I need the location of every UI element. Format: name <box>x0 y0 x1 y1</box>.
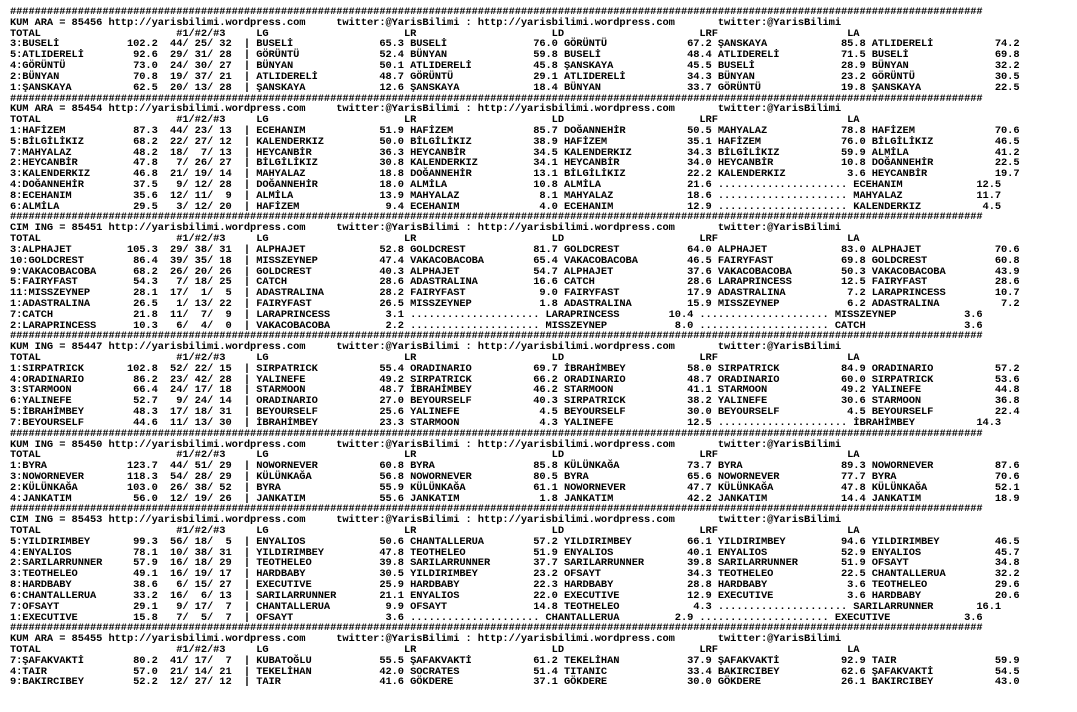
data-row: 4:ENYALIOS 78.1 10/ 38/ 31 | YILDIRIMBEY 47.8 TEOTHELEO 51.9 ENYALIOS 40.1 ENYALIOS 52.9 ENYALIOS 45.7 <box>10 546 1020 559</box>
data-row: 3:BUSELİ 102.2 44/ 25/ 32 | BUSELİ 65.3 BUSELİ 76.0 GÖRÜNTÜ 67.2 ŞANSKAYA 85.8 ATLIDERELİ 74.2 <box>10 38 1020 51</box>
separator-line: ############################################################################################################################################################## <box>10 6 983 18</box>
data-row: 1:SIRPATRICK 102.8 52/ 22/ 15 | SIRPATRICK 55.4 ORADINARIO 69.7 İBRAHİMBEY 58.0 SIRPATRICK 84.9 ORADINARIO 57.2 <box>10 362 1020 375</box>
data-row: 7:ŞAFAKVAKTİ 80.2 41/ 17/ 7 | KUBATOĞLU 55.5 ŞAFAKVAKTİ 61.2 TEKELİHAN 37.9 ŞAFAKVAKTİ 92.9 TAIR 59.9 <box>10 654 1020 667</box>
data-row: 1:ŞANSKAYA 62.5 20/ 13/ 28 | ŞANSKAYA 12.6 ŞANSKAYA 18.4 BÜNYAN 33.7 GÖRÜNTÜ 19.8 ŞANSKAYA 22.5 <box>10 81 1020 94</box>
separator-line: ############################################################################################################################################################## <box>10 503 983 516</box>
data-row: 9:BAKIRCIBEY 52.2 12/ 27/ 12 | TAIR 41.6 GÖKDERE 37.1 GÖKDERE 30.0 GÖKDERE 26.1 BAKIRCIBEY 43.0 <box>10 676 1020 689</box>
separator-line: ############################################################################################################################################################## <box>10 92 983 105</box>
column-header: TOTAL #1/#2/#3 LG LR LD LRF LA <box>10 233 860 246</box>
race-header: CIM ING = 85453 http://yarisbilimi.wordpress.com twitter:@YarisBilimi : http://yarisbilimi.wordpress.com twitter:@YarisBilimi <box>10 514 841 527</box>
data-row: 3:STARMOON 66.4 24/ 17/ 18 | STARMOON 48.7 İBRAHİMBEY 46.2 STARMOON 41.1 STARMOON 49.2 YALINEFE 44.8 <box>10 384 1020 397</box>
data-row: 7:BEYOURSELF 44.6 11/ 13/ 30 | İBRAHİMBEY 23.3 STARMOON 4.3 YALINEFE 12.5 ..................... İBRAHİMBEY 14.3 <box>10 416 1002 429</box>
data-row: 11:MISSZEYNEP 28.1 17/ 1/ 5 | ADASTRALINA 28.2 FAIRYFAST 9.0 FAIRYFAST 17.9 ADASTRALINA 7.2 LARAPRINCESS 10.7 <box>10 287 1020 300</box>
column-header: TOTAL #1/#2/#3 LG LR LD LRF LA <box>10 643 860 656</box>
data-row: 8:ECEHANIM 35.6 12/ 11/ 9 | ALMİLA 13.9 MAHYALAZ 8.1 MAHYALAZ 18.6 ..................... MAHYALAZ 11.7 <box>10 189 1002 202</box>
data-row: 7:CATCH 21.8 11/ 7/ 9 | LARAPRINCESS 3.1 ..................... LARAPRINCESS 10.4 ..................... MISSZEYNEP 3.6 <box>10 308 983 321</box>
separator-line: ############################################################################################################################################################## <box>10 622 983 635</box>
data-row: 5:BİLGİLİKIZ 68.2 22/ 27/ 12 | KALENDERKIZ 50.0 BİLGİLİKIZ 38.9 HAFİZEM 35.1 HAFİZEM 76.0 BİLGİLİKIZ 46.5 <box>10 135 1020 148</box>
column-header: TOTAL #1/#2/#3 LG LR LD LRF LA <box>10 352 860 364</box>
data-row: 5:YILDIRIMBEY 99.3 56/ 18/ 5 | ENYALIOS 50.6 CHANTALLERUA 57.2 YILDIRIMBEY 66.1 YILDIRIMBEY 94.6 YILDIRIMBEY 46.5 <box>10 535 1020 548</box>
data-row: 3:ALPHAJET 105.3 29/ 38/ 31 | ALPHAJET 52.8 GOLDCREST 81.7 GOLDCREST 64.0 ALPHAJET 83.0 ALPHAJET 70.6 <box>10 243 1020 256</box>
column-header: TOTAL #1/#2/#3 LG LR LD LRF LA <box>10 114 860 127</box>
data-row: 7:OFSAYT 29.1 9/ 17/ 7 | CHANTALLERUA 9.9 OFSAYT 14.8 TEOTHELEO 4.3 ..................... SARILARRUNNER 16.1 <box>10 600 1002 613</box>
data-row: 6:CHANTALLERUA 33.2 16/ 6/ 13 | SARILARRUNNER 21.1 ENYALIOS 22.0 EXECUTIVE 12.9 EXECUTIVE 3.6 HARDBABY 20.6 <box>10 589 1020 602</box>
race-header: KUM ING = 85447 http://yarisbilimi.wordpress.com twitter:@YarisBilimi : http://yarisbilimi.wordpress.com twitter:@YarisBilimi <box>10 341 841 354</box>
data-row: 1:BYRA 123.7 44/ 51/ 29 | NOWORNEVER 60.8 BYRA 85.8 KÜLÜNKAĞA 73.7 BYRA 89.3 NOWORNEVER 87.6 <box>10 460 1020 473</box>
race-statistics-document <box>10 7 1020 688</box>
data-row: 2:SARILARRUNNER 57.9 16/ 18/ 29 | TEOTHELEO 39.8 SARILARRUNNER 37.7 SARILARRUNNER 39.8 SARILARRUNNER 51.9 OFSAYT 34.8 <box>10 557 1020 570</box>
data-row: 10:GOLDCREST 86.4 39/ 35/ 18 | MISSZEYNEP 47.4 VAKACOBACOBA 65.4 VAKACOBACOBA 46.5 FAIRYFAST 69.8 GOLDCREST 60.8 <box>10 254 1020 267</box>
race-header: KUM ARA = 85455 http://yarisbilimi.wordpress.com twitter:@YarisBilimi : http://yarisbilimi.wordpress.com twitter:@YarisBilimi <box>10 633 841 646</box>
data-row: 4:GÖRÜNTÜ 73.0 24/ 30/ 27 | BÜNYAN 50.1 ATLIDERELİ 45.8 ŞANSKAYA 45.5 BUSELİ 28.9 BÜNYAN 32.2 <box>10 60 1020 73</box>
column-header: TOTAL #1/#2/#3 LG LR LD LRF LA <box>10 525 860 537</box>
data-row: 8:HARDBABY 38.6 6/ 15/ 27 | EXECUTIVE 25.9 HARDBABY 22.3 HARDBABY 28.8 HARDBABY 3.6 TEOTHELEO 29.6 <box>10 579 1020 592</box>
data-row: 2:HEYCANBİR 47.8 7/ 26/ 27 | BİLGİLİKIZ 30.8 KALENDERKIZ 34.1 HEYCANBİR 34.0 HEYCANBİR 10.8 DOĞANNEHİR 22.5 <box>10 157 1020 170</box>
data-row: 3:KALENDERKIZ 46.8 21/ 19/ 14 | MAHYALAZ 18.8 DOĞANNEHİR 13.1 BİLGİLİKIZ 22.2 KALENDERKIZ 3.6 HEYCANBİR 19.7 <box>10 168 1020 181</box>
data-row: 2:KÜLÜNKAĞA 103.0 26/ 38/ 52 | BYRA 55.9 KÜLÜNKAĞA 61.1 NOWORNEVER 47.7 KÜLÜNKAĞA 47.8 KÜLÜNKAĞA 52.1 <box>10 481 1020 494</box>
data-row: 9:VAKACOBACOBA 68.2 26/ 20/ 26 | GOLDCREST 40.3 ALPHAJET 54.7 ALPHAJET 37.6 VAKACOBACOBA 50.3 VAKACOBACOBA 43.9 <box>10 265 1020 278</box>
data-row: 5:ATLIDERELİ 92.6 29/ 31/ 28 | GÖRÜNTÜ 52.4 BÜNYAN 59.8 BUSELİ 48.4 ATLIDERELİ 71.5 BUSELİ 69.8 <box>10 49 1020 62</box>
data-row: 3:NOWORNEVER 118.3 54/ 28/ 29 | KÜLÜNKAĞA 56.8 NOWORNEVER 80.5 BYRA 65.6 NOWORNEVER 77.7 BYRA 70.6 <box>10 470 1020 483</box>
data-row: 5:İBRAHİMBEY 48.3 17/ 18/ 31 | BEYOURSELF 25.6 YALINEFE 4.5 BEYOURSELF 30.0 BEYOURSELF 4.5 BEYOURSELF 22.4 <box>10 406 1020 419</box>
data-row: 2:BÜNYAN 70.8 19/ 37/ 21 | ATLIDERELİ 48.7 GÖRÜNTÜ 29.1 ATLIDERELİ 34.3 BÜNYAN 23.2 GÖRÜNTÜ 30.5 <box>10 70 1020 83</box>
data-row: 4:ORADINARIO 86.2 23/ 42/ 28 | YALINEFE 49.2 SIRPATRICK 66.2 ORADINARIO 48.7 ORADINARIO 60.0 SIRPATRICK 53.6 <box>10 373 1020 386</box>
data-row: 2:LARAPRINCESS 10.3 6/ 4/ 0 | VAKACOBACOBA 2.2 ..................... MISSZEYNEP 8.0 ..................... CATCH 3.6 <box>10 319 983 332</box>
data-row: 4:TAIR 57.0 21/ 14/ 21 | TEKELİHAN 42.0 SOCRATES 51.4 TITANIC 33.4 BAKIRCIBEY 62.6 ŞAFAKVAKTİ 54.5 <box>10 665 1020 678</box>
separator-line: ############################################################################################################################################################## <box>10 330 983 343</box>
separator-line: ############################################################################################################################################################## <box>10 427 983 440</box>
column-header: TOTAL #1/#2/#3 LG LR LD LRF LA <box>10 449 860 462</box>
race-header: KUM ARA = 85454 http://yarisbilimi.wordpress.com twitter:@YarisBilimi : http://yarisbilimi.wordpress.com twitter:@YarisBilimi <box>10 103 841 116</box>
data-row: 6:YALINEFE 52.7 9/ 24/ 14 | ORADINARIO 27.0 BEYOURSELF 40.3 SIRPATRICK 38.2 YALINEFE 30.6 STARMOON 36.8 <box>10 395 1020 408</box>
data-row: 7:MAHYALAZ 48.2 18/ 7/ 13 | HEYCANBİR 36.3 HEYCANBİR 34.5 KALENDERKIZ 34.3 BİLGİLİKIZ 59.9 ALMİLA 41.2 <box>10 146 1020 159</box>
race-header: KUM ING = 85450 http://yarisbilimi.wordpress.com twitter:@YarisBilimi : http://yarisbilimi.wordpress.com twitter:@YarisBilimi <box>10 438 841 451</box>
data-row: 4:DOĞANNEHİR 37.5 9/ 12/ 28 | DOĞANNEHİR 18.0 ALMİLA 10.8 ALMİLA 21.6 ..................... ECEHANIM 12.5 <box>10 179 1002 191</box>
data-row: 1:ADASTRALINA 26.5 1/ 13/ 22 | FAIRYFAST 26.5 MISSZEYNEP 1.8 ADASTRALINA 15.9 MISSZEYNEP 6.2 ADASTRALINA 7.2 <box>10 297 1020 310</box>
race-header: CIM ING = 85451 http://yarisbilimi.wordpress.com twitter:@YarisBilimi : http://yarisbilimi.wordpress.com twitter:@YarisBilimi <box>10 222 841 235</box>
column-header: TOTAL #1/#2/#3 LG LR LD LRF LA <box>10 27 860 40</box>
data-row: 3:TEOTHELEO 49.1 16/ 19/ 17 | HARDBABY 30.5 YILDIRIMBEY 23.2 OFSAYT 34.3 TEOTHELEO 22.5 CHANTALLERUA 32.2 <box>10 568 1020 581</box>
data-row: 1:HAFİZEM 87.3 44/ 23/ 13 | ECEHANIM 51.9 HAFİZEM 85.7 DOĞANNEHİR 50.5 MAHYALAZ 78.8 HAFİZEM 70.6 <box>10 124 1020 137</box>
race-header: KUM ARA = 85456 http://yarisbilimi.wordpress.com twitter:@YarisBilimi : http://yarisbilimi.wordpress.com twitter:@YarisBilimi <box>10 16 841 29</box>
separator-line: ############################################################################################################################################################## <box>10 211 983 224</box>
data-row: 4:JANKATIM 56.0 12/ 19/ 26 | JANKATIM 55.6 JANKATIM 1.8 JANKATIM 42.2 JANKATIM 14.4 JANKATIM 18.9 <box>10 492 1020 505</box>
data-row: 5:FAIRYFAST 54.3 7/ 18/ 25 | CATCH 28.6 ADASTRALINA 16.6 CATCH 28.6 LARAPRINCESS 12.5 FAIRYFAST 28.6 <box>10 276 1020 289</box>
data-row: 6:ALMİLA 29.5 3/ 12/ 20 | HAFİZEM 9.4 ECEHANIM 4.0 ECEHANIM 12.9 ..................... KALENDERKIZ 4.5 <box>10 200 1002 213</box>
data-row: 1:EXECUTIVE 15.8 7/ 5/ 7 | OFSAYT 3.6 ..................... CHANTALLERUA 2.9 ..................... EXECUTIVE 3.6 <box>10 611 983 624</box>
